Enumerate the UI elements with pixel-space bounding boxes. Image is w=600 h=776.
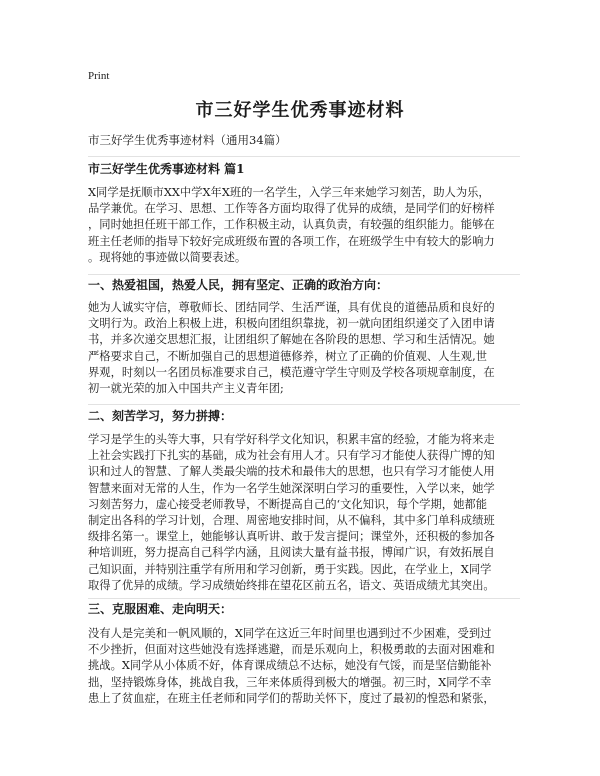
text-line: 识和过人的智慧、了解人类最尖端的技术和最伟大的思想，也只有学习才能使人用 <box>88 465 495 479</box>
heading-1: 一、热爱祖国，热爱人民，拥有坚定、正确的政治方向： <box>88 278 389 292</box>
text-line: 界观，时刻以一名团员标准要求自己，模范遵守学生守则及学校各项规章制度，在 <box>88 365 495 379</box>
section-title: 市三好学生优秀事迹材料 篇1 <box>88 162 245 176</box>
text-line: 严格要求自己，不断加强自己的思想道德修养，树立了正确的价值观、人生观,世 <box>88 349 487 363</box>
text-line: 己知识面，并特别注重学有所用和学习创新，勇于实践。因此，在学业上，X同学 <box>88 562 492 576</box>
text-line: 。现将她的事迹做以简要表述。 <box>88 250 247 264</box>
text-line: 学习是学生的头等大事，只有学好科学文化知识，积累丰富的经验，才能为将来走 <box>88 433 495 446</box>
text-line: 挑战。X同学从小体质不好，体育课成绩总不达标，她没有气馁，而是坚信勤能补 <box>88 659 492 673</box>
heading-3: 三、克服困难、走向明天： <box>88 602 233 616</box>
document-subtitle: 市三好学生优秀事迹材料（通用34篇） <box>88 133 287 147</box>
text-line: 种培训班，努力提高自己科学内涵，且阅读大量有益书报，博闻广识，有效拓展自 <box>88 546 495 560</box>
print-label[interactable]: Print <box>88 70 110 82</box>
paragraph-2 <box>88 432 520 594</box>
paragraph-3 <box>88 626 520 707</box>
divider <box>88 156 520 157</box>
paragraph-1 <box>88 300 520 397</box>
text-line: X同学是抚顺市XX中学X年X班的一名学生，入学三年来她学习刻苦，助人为乐， <box>88 186 490 199</box>
divider <box>88 598 520 599</box>
text-line: 制定出各科的学习计划，合理、周密地安排时间，从不偏科，其中多门单科成绩班 <box>88 514 495 528</box>
divider <box>88 274 520 275</box>
text-line: 上社会实践打下扎实的基础，成为社会有用人才。只有学习才能使人获得广博的知 <box>88 449 495 463</box>
text-line: 拙，坚持锻炼身体，挑战自我，三年来体质得到极大的增强。初三时，X同学不幸 <box>88 675 492 689</box>
text-line: 班主任老师的指导下较好完成班级布置的各项工作，在班级学生中有较大的影响力 <box>88 234 495 248</box>
text-line: 初一就光荣的加入中国共产主义青年团; <box>88 382 284 396</box>
text-line: 智慧来面对无常的人生，作为一名学生她深深明白学习的重要性，入学以来，她学 <box>88 481 495 495</box>
text-line: 取得了优异的成绩。学习成绩始终排在望花区前五名，语文、英语成绩尤其突出。 <box>88 578 495 592</box>
intro-paragraph <box>88 185 520 266</box>
divider <box>88 404 520 405</box>
text-line: ，同时她担任班干部工作，工作积极主动，认真负责，有较强的组织能力。能够在 <box>88 218 495 232</box>
document-title: 市三好学生优秀事迹材料 <box>195 100 405 121</box>
text-line: 品学兼优。在学习、思想、工作等各方面均取得了优异的成绩，是同学们的好榜样 <box>88 202 495 216</box>
heading-2: 二、刻苦学习，努力拼搏： <box>88 409 233 423</box>
text-line: 级排名第一。课堂上，她能够认真听讲、敢于发言提问；课堂外，还积极的参加各 <box>88 530 495 544</box>
text-line: 不少挫折，但面对这些她没有选择逃避，而是乐观向上，积极勇敢的去面对困难和 <box>88 643 495 657</box>
text-line: 书，并多次递交思想汇报，让团组织了解她在各阶段的思想、学习和生活情况。她 <box>88 333 495 347</box>
text-line: 没有人是完美和一帆风顺的，X同学在这近三年时间里也遇到过不少困难，受到过 <box>88 627 492 640</box>
text-line: 文明行为。政治上积极上进，积极向团组织靠拢，初一就向团组织递交了入团申请 <box>88 317 495 331</box>
text-line: 她为人诚实守信，尊敬师长、团结同学、生活严谨，具有优良的道德品质和良好的 <box>88 301 495 314</box>
text-line: 患上了贫血症，在班主任老师和同学们的帮助关怀下，度过了最初的惶恐和紧张， <box>88 691 495 705</box>
text-line: 习刻苦努力，虚心接受老师教导，不断提高自己的‘文化知识，每个学期，她都能 <box>88 497 487 511</box>
